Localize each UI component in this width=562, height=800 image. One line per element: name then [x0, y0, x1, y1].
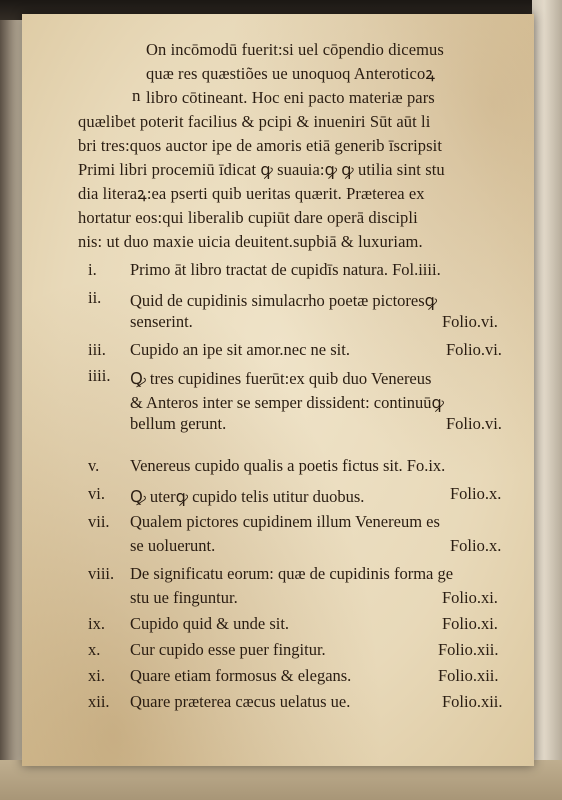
intro-line: nis: ut duo maxie uicia deuitent.supbiā & luxuriam. — [78, 232, 423, 251]
toc-folio: Folio.vi. — [442, 312, 498, 331]
toc-folio: Folio.x. — [450, 484, 502, 503]
toc-folio: Folio.x. — [450, 536, 502, 555]
toc-folio: Folio.xi. — [442, 588, 498, 607]
intro-line: Primi libri procemiū īdicat ꝙ suauia:ꝙ ꝙ utilia sint stu — [78, 160, 445, 179]
toc-entry: bellum gerunt. — [130, 414, 227, 433]
intro-line: bri tres:quos auctor ipe de amoris etiā generib īscripsit — [78, 136, 443, 155]
intro-line: dia literaꝝ:ea pserti quib ueritas quærit. Præterea ex — [78, 184, 425, 203]
toc-number: viii. — [88, 564, 115, 583]
toc-number: v. — [88, 456, 100, 475]
manuscript-page — [22, 14, 534, 766]
toc-entry: senserint. — [130, 312, 193, 331]
toc-entry: Venereus cupido qualis a poetis fictus sit. Fo.ix. — [130, 456, 446, 475]
toc-folio: Folio.xii. — [442, 692, 503, 711]
toc-entry: stu ue finguntur. — [130, 588, 238, 607]
toc-entry: Primo āt libro tractat de cupidīs natura. Fol.iiii. — [130, 260, 441, 279]
toc-number: vii. — [88, 512, 110, 531]
toc-number: ix. — [88, 614, 105, 633]
backdrop-bottom — [0, 760, 562, 800]
toc-entry: Quid de cupidinis simulacrho poetæ pictoresꝙ — [130, 291, 438, 310]
toc-number: xii. — [88, 692, 110, 711]
toc-number: x. — [88, 640, 101, 659]
toc-entry: Cur cupido esse puer fingitur. — [130, 640, 326, 659]
toc-folio: Folio.xi. — [442, 614, 498, 633]
toc-folio: Folio.vi. — [446, 414, 502, 433]
toc-entry: se uoluerunt. — [130, 536, 216, 555]
toc-entry: Cupido quid & unde sit. — [130, 614, 290, 633]
toc-number: ii. — [88, 288, 102, 307]
intro-line: quæ res quæstiões ue unoquoq Anteroticoꝝ — [146, 64, 435, 83]
toc-entry: Ꝙ tres cupidines fuerūt:ex quib duo Venereus — [130, 369, 432, 388]
toc-number: xi. — [88, 666, 105, 685]
toc-entry: & Anteros inter se semper dissident: continuūꝙ — [130, 393, 444, 412]
toc-folio: Folio.xii. — [438, 666, 499, 685]
intro-line: quælibet poterit facilius & pcipi & inueniri Sūt aūt li — [78, 112, 431, 131]
backdrop-right — [532, 0, 562, 800]
intro-line: libro cōtineant. Hoc eni pacto materiæ pars — [146, 88, 435, 107]
toc-number: vi. — [88, 484, 105, 503]
toc-entry: Cupido an ipe sit amor.nec ne sit. — [130, 340, 350, 359]
intro-line: hortatur eos:qui liberalib cupiūt dare operā discipli — [78, 208, 418, 227]
backdrop-left — [0, 20, 22, 800]
toc-entry: Quare præterea cæcus uelatus ue. — [130, 692, 351, 711]
intro-line: On incōmodū fuerit:si uel cōpendio dicemus — [146, 40, 444, 59]
text-block — [22, 14, 534, 766]
guide-letter: n — [132, 86, 141, 105]
toc-entry: Qualem pictores cupidinem illum Venereum es — [130, 512, 440, 531]
toc-number: iiii. — [88, 366, 111, 385]
toc-entry: De significatu eorum: quæ de cupidinis forma ge — [130, 564, 454, 583]
toc-folio: Folio.xii. — [438, 640, 499, 659]
toc-entry: Quare etiam formosus & elegans. — [130, 666, 352, 685]
toc-entry: Ꝙ uterꝙ cupido telis utitur duobus. — [130, 487, 365, 506]
toc-number: iii. — [88, 340, 106, 359]
toc-number: i. — [88, 260, 97, 279]
toc-folio: Folio.vi. — [446, 340, 502, 359]
